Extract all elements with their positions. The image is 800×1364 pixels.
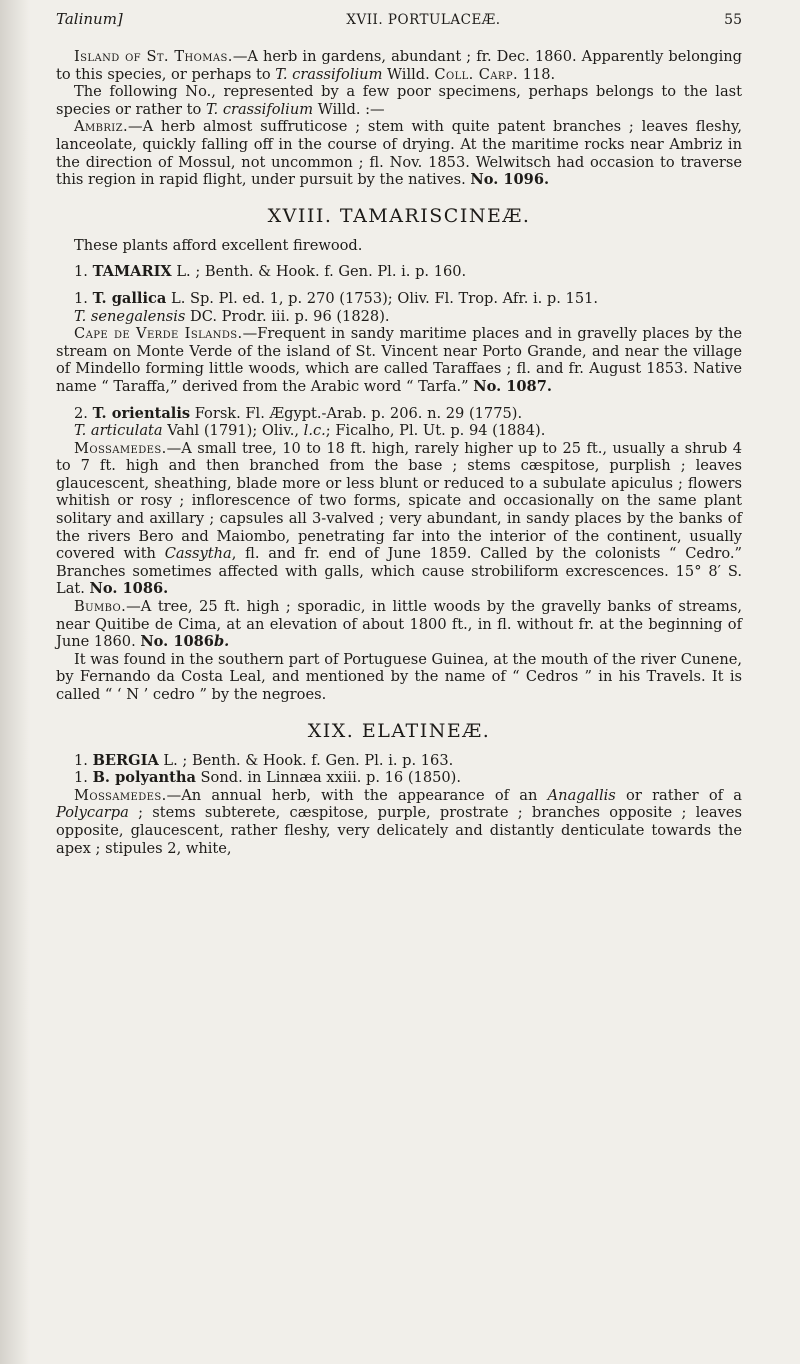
ambriz-text: —A herb almost suffruticose ; stem with quite patent branches ; leaves fleshy, lanceolate, quickly falling off in the course of drying. At the maritime rocks near Ambriz in the direction of Mossul, not uncommon ; fl. Nov. 1853. Welwitsch had occasion to traverse this region in rapid flight, under pursuit by the natives. bbox=[56, 118, 742, 189]
genus-bergia bbox=[56, 752, 742, 770]
paragraph-mossamedes-bergia bbox=[56, 787, 742, 857]
specimen-number: No. 1086. bbox=[89, 580, 169, 598]
species-polyantha bbox=[56, 769, 742, 787]
paragraph-cape-verde bbox=[56, 325, 742, 395]
following-text-a: The following No., represented by a few poor specimens, perhaps belongs to the last species or rather to bbox=[56, 83, 742, 118]
loc-cit: l.c. bbox=[303, 422, 326, 440]
genus-name: BERGIA bbox=[92, 751, 159, 769]
bergia-text-a: —An annual herb, with the appearance of an bbox=[166, 786, 548, 804]
running-head bbox=[56, 10, 742, 44]
synonym-senegalensis bbox=[56, 308, 742, 326]
collection-label: Coll. Carp. bbox=[434, 65, 519, 83]
locality-bumbo: Bumbo. bbox=[74, 598, 127, 616]
following-text-b: Willd. :— bbox=[313, 100, 385, 118]
specimen-number: No. 1087. bbox=[473, 377, 552, 395]
locality-ambriz: Ambriz. bbox=[74, 118, 128, 136]
st-thomas-author: Willd. bbox=[382, 65, 435, 83]
genus-number: 1. bbox=[74, 751, 88, 769]
genus-ref-cassytha: Cassytha bbox=[164, 545, 232, 563]
section-title-tamariscineae: XVIII. TAMARISCINEÆ. bbox=[267, 204, 531, 227]
species-authority: Sond. in Linnæa xxiii. p. 16 (1850). bbox=[195, 769, 462, 787]
page-number: 55 bbox=[724, 12, 742, 28]
locality-st-thomas: Island of St. Thomas. bbox=[74, 48, 233, 65]
locality-cape-verde: Cape de Verde Islands. bbox=[74, 325, 243, 343]
synonym-tail: ; Ficalho, Pl. Ut. p. 94 (1884). bbox=[325, 422, 546, 440]
species-name: T. orientalis bbox=[92, 404, 191, 422]
paragraph-mossamedes-tamarix bbox=[56, 440, 742, 598]
genus-ref-polycarpa: Polycarpa bbox=[56, 804, 129, 822]
specimen-number: No. 1086 bbox=[140, 633, 214, 651]
st-thomas-text: —A herb in gardens, abundant ; fr. Dec. 1860. Apparently belonging to this species, or perhaps to bbox=[56, 48, 743, 83]
species-orientalis bbox=[56, 405, 742, 423]
bergia-text-c: ; stems subterete, cæspitose, purple, prostrate ; branches opposite ; leaves opposite, glaucescent, rather fleshy, very delicately and distantly denticulate towards the apex ; stipules 2, white, bbox=[56, 804, 742, 857]
paragraph-portuguese-guinea: It was found in the southern part of Portuguese Guinea, at the mouth of the river Cunene, by Fernando da Costa Leal, and mentioned by the name of “ Cedros ” in his Travels. It is called “ ‘ N ’ cedro ” by the negroes. bbox=[56, 650, 742, 703]
synonym-articulata bbox=[56, 422, 742, 440]
paragraph-st-thomas bbox=[56, 48, 742, 83]
species-number: 1. bbox=[74, 769, 88, 787]
paragraph-bumbo bbox=[56, 598, 742, 651]
species-number: 2. bbox=[74, 404, 88, 422]
bergia-text-b: or rather of a bbox=[615, 786, 742, 804]
section-title-elatineae: XIX. ELATINEÆ. bbox=[307, 719, 491, 742]
synonym-authority: DC. Prodr. iii. p. 96 (1828). bbox=[185, 307, 390, 325]
genus-ref-anagallis: Anagallis bbox=[547, 786, 616, 804]
genus-authority: L. ; Benth. & Hook. f. Gen. Pl. i. p. 160. bbox=[171, 263, 467, 281]
species-ref: T. crassifolium bbox=[275, 65, 383, 83]
genus-authority: L. ; Benth. & Hook. f. Gen. Pl. i. p. 163. bbox=[158, 751, 454, 769]
synonym-name: T. senegalensis bbox=[74, 307, 186, 325]
running-head-genus: Talinum] bbox=[56, 10, 123, 28]
specimen-number-suffix: b. bbox=[213, 633, 230, 651]
species-authority: Forsk. Fl. Ægypt.-Arab. p. 206. n. 29 (1775). bbox=[190, 404, 523, 422]
genus-name: TAMARIX bbox=[92, 263, 172, 281]
running-head-family: XVII. PORTULACEÆ. bbox=[346, 12, 501, 28]
species-name: B. polyantha bbox=[92, 769, 196, 787]
cape-verde-text: —Frequent in sandy maritime places and in gravelly places by the stream on Monte Verde of the island of St. Vincent near Porto Grande, and near the village of Mindello forming little woods, which are called Taraffaes ; fl. and fr. August 1853. Native name “ Taraffa,” derived from the Arabic word “ Tarfa.” bbox=[56, 325, 742, 395]
bumbo-text: —A tree, 25 ft. high ; sporadic, in little woods by the gravelly banks of streams, near Quitibe de Cima, at an elevation of about 1800 ft., in fl. without fr. at the beginning of June 1860. bbox=[56, 598, 742, 651]
mossamedes-text-a: —A small tree, 10 to 18 ft. high, rarely higher up to 25 ft., usually a shrub 4 to 7 ft. high and then branched from the base ; stems cæspitose, purplish ; leaves glaucescent, sheathing, blade more or less blunt or reduced to a subulate apiculus ; flowers whitish or rosy ; inflorescence of two forms, spicate and occasionally on the same plant solitary and axillary ; capsules all 3-valved ; very abundant, in sandy places by the banks of the rivers Bero and Maiombo, penetrating far into the interior of the continent, usually covered with bbox=[56, 439, 742, 563]
locality-mossamedes: Mossamedes. bbox=[74, 439, 167, 457]
species-gallica bbox=[56, 290, 742, 308]
synonym-authority: Vahl (1791); Oliv., bbox=[162, 422, 304, 440]
locality-mossamedes: Mossamedes. bbox=[74, 786, 167, 804]
species-authority: L. Sp. Pl. ed. 1, p. 270 (1753); Oliv. Fl. Trop. Afr. i. p. 151. bbox=[166, 289, 599, 307]
genus-number: 1. bbox=[74, 263, 88, 281]
mossamedes-text-b: , fl. and fr. end of June 1859. Called by the colonists “ Cedro.” Branches sometimes affected with galls, which cause strobiliform excrescences. 15° 8′ S. Lat. bbox=[56, 545, 742, 598]
genus-tamarix bbox=[56, 263, 742, 281]
species-ref: T. crassifolium bbox=[205, 100, 314, 118]
specimen-number: No. 1096. bbox=[470, 171, 550, 189]
species-name: T. gallica bbox=[92, 289, 167, 307]
paragraph-following-no bbox=[56, 83, 742, 118]
collection-number: 118. bbox=[518, 65, 556, 83]
section-intro: These plants afford excellent firewood. bbox=[74, 236, 363, 254]
species-number: 1. bbox=[74, 289, 88, 307]
synonym-name: T. articulata bbox=[74, 422, 163, 440]
paragraph-ambriz bbox=[56, 118, 742, 188]
